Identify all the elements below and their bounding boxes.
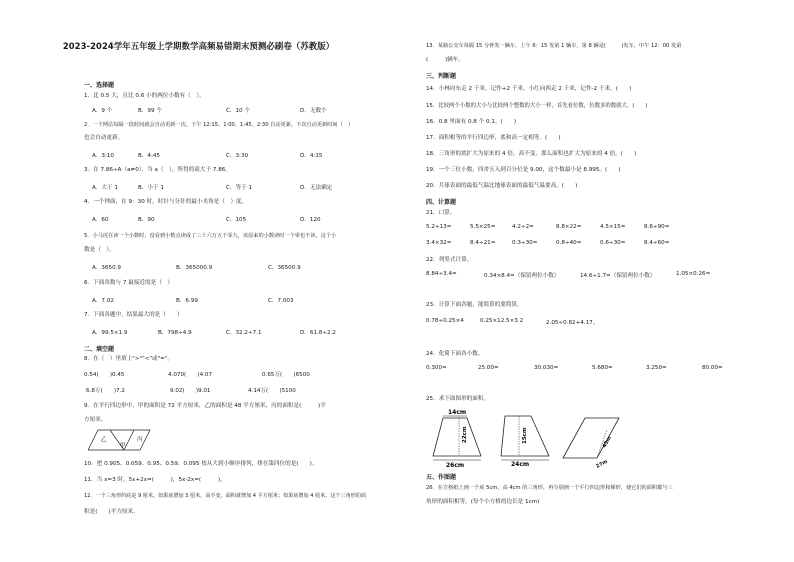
option: B．6.99 — [176, 298, 198, 304]
decimal-item: 3.250= — [646, 365, 667, 371]
oral-item: 5.5×25= — [470, 224, 496, 230]
question-2-options — [92, 151, 392, 159]
question-6-options — [92, 296, 392, 304]
region-label-yi: 乙 — [101, 437, 107, 443]
decimal-item: 30.030= — [534, 365, 559, 371]
question-3-options — [92, 183, 392, 191]
question-7-options — [92, 328, 392, 336]
label-27m: 27m — [595, 458, 609, 470]
simplify-item: 0.25×12.5×3.2 — [480, 318, 524, 324]
option: C．7.003 — [268, 298, 294, 304]
label-14cm: 14cm — [448, 409, 467, 416]
label-24cm: 24cm — [511, 461, 530, 468]
question-13-cont: ( )辆车。 — [426, 57, 464, 63]
question-19: 19．一个三位小数，四舍五入到百分位是 9.00，这个数最小是 8.995。( ) — [426, 167, 621, 173]
parallelogram-figure — [88, 428, 152, 452]
option: A．9 个 — [92, 108, 113, 114]
vertical-calc-item: 1.05×0.26= — [676, 271, 711, 277]
oral-item: 0.6÷30= — [600, 240, 626, 246]
question-21-row-2 — [426, 240, 766, 248]
oral-item: 8.8×22= — [556, 224, 582, 230]
label-15cm: 15cm — [522, 427, 528, 444]
oral-item: 3.4×32= — [426, 240, 452, 246]
question-23: 23．计算下面各题，能简算的要简算。 — [426, 302, 523, 308]
question-13: 13．某路公交车每隔 15 分钟发一辆车，上午 6：15 发第 1 辆车，第 8 辆是( )发车，中午 12：00 发第 — [426, 43, 682, 49]
trapezoid-figure-2 — [497, 412, 557, 468]
question-2-cont: 也会自动更新。 — [84, 135, 124, 141]
question-1: 1．比 0.5 大，且比 0.6 小的两位小数有（ ）。 — [84, 93, 205, 99]
option: D．61.8÷2.2 — [300, 330, 336, 336]
simplify-item: 2.05÷0.82+4.17。 — [546, 320, 599, 326]
option: B．365000.9 — [176, 265, 213, 271]
vertical-calc-item: 8.84÷3.4= — [426, 271, 457, 277]
option: B．90 — [138, 217, 155, 223]
simplify-item: 0.78÷0.25×4 — [426, 318, 464, 324]
label-26cm: 26cm — [446, 462, 465, 469]
question-7: 7．下面各题中，结果最大的是（ ） — [84, 312, 183, 318]
question-25: 25．求下面图形的面积。 — [426, 396, 490, 402]
question-22-items — [426, 271, 766, 279]
decimal-item: 80.00= — [702, 365, 723, 371]
compare-item: 4.070( )4.07 — [168, 372, 213, 378]
oral-item: 5.2÷13= — [426, 224, 452, 230]
decimal-item: 25.00= — [478, 365, 499, 371]
question-12-cont: 积是( )平方厘米。 — [84, 509, 139, 515]
question-4-options — [92, 215, 392, 223]
oral-item: 0.3÷30= — [512, 240, 538, 246]
option: D．120 — [300, 217, 321, 223]
option: D．4:15 — [300, 153, 323, 159]
compare-item: 4.14万( )5100 — [248, 388, 296, 394]
compare-item: 9.02( )9.01 — [170, 388, 211, 394]
option: A．3:10 — [92, 153, 114, 159]
oral-item: 4.5×15= — [600, 224, 626, 230]
trapezoid-figure-1 — [429, 408, 493, 470]
question-5-options — [92, 263, 392, 271]
question-21: 21．口算。 — [426, 210, 456, 216]
question-12: 12．一个三角形的底是 9 厘米，如果底增加 3 厘米，高不变，面积就增加 4 平方厘米；如果底增加 4 厘米，这个三角形的面 — [84, 493, 366, 499]
question-11: 11．当 x=3 时，5x+2x=( )，5x-2x=( )。 — [84, 477, 226, 483]
option: C．36500.9 — [268, 265, 301, 271]
question-1-options — [92, 106, 392, 114]
question-15: 15．比较两个小数的大小与比较两个整数的大小一样，首先看位数，位数多的数就大。( ) — [426, 103, 648, 109]
option: C．32.2÷7.1 — [226, 330, 262, 336]
option: D．无数个 — [300, 108, 327, 114]
question-5-cont: 数是（ ）。 — [84, 247, 115, 253]
section-choice: 一、选择题 — [84, 82, 115, 89]
option: A．60 — [92, 217, 109, 223]
section-fill: 二、填空题 — [84, 346, 115, 353]
compare-item: 0.65万( )6500 — [262, 372, 310, 378]
oral-item: 8.4÷21= — [470, 240, 496, 246]
vertical-calc-item: 0.34×8.4=（保留两位小数） — [484, 273, 560, 279]
question-8: 8．在（ ）里填上">""<"或"="。 — [84, 356, 173, 362]
decimal-item: 5.680= — [592, 365, 613, 371]
option: D．无法确定 — [300, 185, 333, 191]
question-9: 9．在平行四边形中，甲的面积是 72 平方厘米，乙的面积是 48 平方厘米，丙的面积是( )平 — [84, 403, 326, 409]
option: B．4:45 — [138, 153, 160, 159]
compare-item: 0.54( )0.45 — [84, 372, 125, 378]
question-22: 22．列竖式计算。 — [426, 257, 473, 263]
option: A．99.5×1.9 — [92, 330, 128, 336]
question-21-row-1 — [426, 224, 766, 232]
question-24: 24．化简下面各小数。 — [426, 351, 484, 357]
right-column — [397, 0, 794, 562]
option: B．99 个 — [138, 108, 162, 114]
option: C．3:30 — [226, 153, 249, 159]
option: A．7.02 — [92, 298, 114, 304]
question-20: 20．月球表面的最低气温比地球表面的最低气温要高。( ) — [426, 183, 578, 189]
option: B．798÷4.9 — [158, 330, 192, 336]
question-5: 5．小马虎在读一个小数时，没看到小数点读成了三十六万五千零九，该原来的小数读时一个零也不读，这个小 — [84, 233, 337, 239]
option: B．小于 1 — [138, 185, 164, 191]
question-24-items — [426, 365, 766, 373]
region-label-bing: 丙 — [137, 437, 143, 443]
vertical-calc-item: 14.6÷1.7=（保留两位小数） — [580, 273, 656, 279]
question-6: 6．下面各数与 7 最接近的是（ ） — [84, 280, 173, 286]
question-8-row-2 — [86, 386, 386, 394]
question-18: 18．三角形的底扩大为原来的 4 倍，高不变，那么面积也扩大为原来的 4 倍。( ) — [426, 151, 637, 157]
question-16: 16．0.8 里面有 0.8 个 0.1。( ) — [426, 119, 517, 125]
question-3: 3．在 7.86÷A（a≠0），当 a（ ），所得的商大于 7.86。 — [84, 167, 231, 173]
parallelogram-figure-2 — [561, 408, 623, 470]
oral-item: 4.2÷2= — [512, 224, 534, 230]
decimal-item: 0.300= — [426, 365, 447, 371]
question-14: 14．小林向东走 2 千米，记作+2 千米，小红向西走 2 千米，记作-2 千米。( ) — [426, 86, 632, 92]
section-judge: 三、判断题 — [426, 73, 457, 80]
question-2: 2．一个网站每隔一段时间就会自动更新一次，下午 12:15、1:00、1:45、2:30 自动更新，下次自动更新时间（ ） — [84, 122, 354, 128]
question-4: 4．一个钟面，在 9：30 时，时针与分针的最小夹角是（ ）度。 — [84, 199, 248, 205]
oral-item: 0.8÷40= — [556, 240, 582, 246]
question-8-row-1 — [84, 370, 384, 378]
option: C．10 个 — [226, 108, 250, 114]
label-22cm: 22cm — [462, 426, 468, 443]
oral-item: 8.6÷90= — [644, 224, 670, 230]
question-10: 10．把 0.905、0.059、0.95、0.59、0.095 按从大到小顺序排列，排在第四位的是( )。 — [84, 461, 318, 467]
question-17: 17．面积相等的平行四边形，底和高一定相等。( ) — [426, 135, 561, 141]
question-23-items — [426, 318, 766, 326]
label-45m: 45m — [601, 435, 613, 449]
option: A．大于 1 — [92, 185, 118, 191]
compare-item: 6.8万( )7.2 — [86, 388, 125, 394]
question-26-cont: 角形的面积相等。(每个小方格的边长是 1cm) — [426, 499, 540, 505]
document-title: 2023-2024学年五年级上学期数学高频易错期末预测必刷卷（苏教版） — [62, 41, 335, 51]
oral-item: 8.4÷60= — [644, 240, 670, 246]
option: A．3650.9 — [92, 265, 121, 271]
section-draw: 五、作图题 — [426, 474, 457, 481]
question-26: 26．在方格纸上画一个底 5cm、高 4cm 的三角形，再分别画一个平行四边形和梯形，使它们的面积都与三 — [426, 485, 673, 491]
section-calc: 四、计算题 — [426, 199, 457, 206]
option: C．105 — [226, 217, 247, 223]
region-label-jia: 甲 — [120, 443, 126, 449]
option: C．等于 1 — [226, 185, 253, 191]
question-9-cont: 方厘米。 — [84, 417, 107, 423]
